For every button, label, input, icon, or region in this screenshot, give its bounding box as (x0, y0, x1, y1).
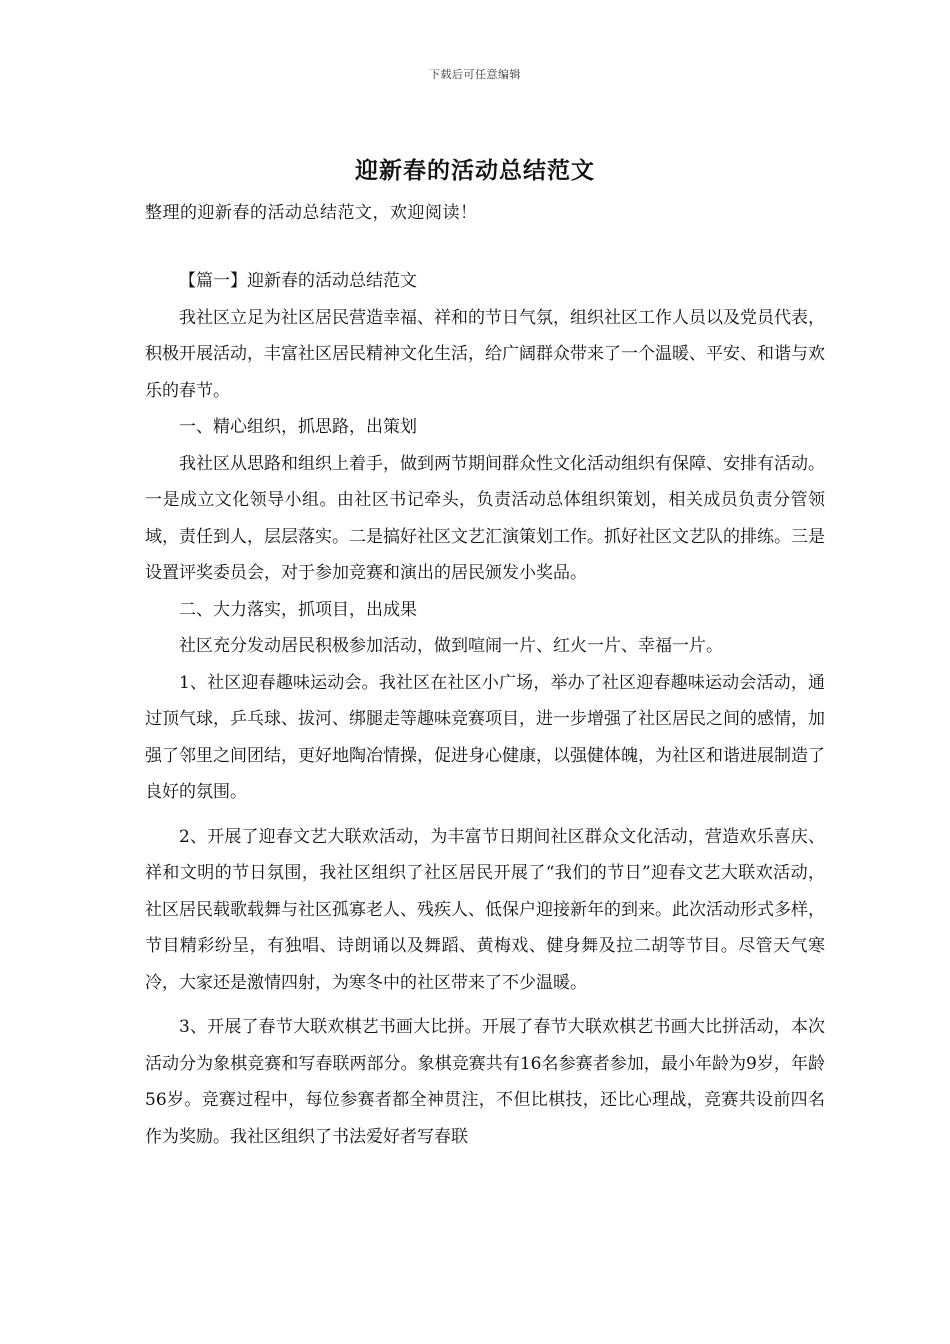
document-title: 迎新春的活动总结范文 (355, 157, 595, 184)
section-heading: 【篇一】迎新春的活动总结范文 (179, 271, 417, 291)
header-note: 下载后可任意编辑 (429, 68, 521, 81)
subheading-one: 一、精心组织，抓思路，出策划 (179, 417, 417, 437)
document-body (145, 263, 825, 1155)
paragraph-opening: 我社区立足为社区居民营造幸福、祥和的节日气氛，组织社区工作人员以及党员代表，积极开展活动，丰富社区居民精神文化生活，给广阔群众带来了一个温暖、平安、和谐与欢乐的春节。 (145, 307, 825, 401)
paragraph-sports-meet: 1、社区迎春趣味运动会。我社区在社区小广场，举办了社区迎春趣味运动会活动，通过顶气球，乒乓球、拔河、绑腿走等趣味竞赛项目，进一步增强了社区居民之间的感情，加强了邻里之间团结，更好地陶冶情操，促进身心健康，以强健体魄，为社区和谐进展制造了良好的氛围。 (145, 672, 825, 802)
subheading-two: 二、大力落实，抓项目，出成果 (179, 599, 417, 620)
paragraph-mobilize: 社区充分发动居民积极参加活动，做到喧闹一片、红火一片、幸福一片。 (179, 636, 723, 656)
paragraph-organization: 我社区从思路和组织上着手，做到两节期间群众性文化活动组织有保障、安排有活动。一是成立文化领导小组。由社区书记牵头，负责活动总体组织策划，相关成员负责分管领域，责任到人，层层落实。二是搞好社区文艺汇演策划工作。抓好社区文艺队的排练。三是设置评奖委员会，对于参加竞赛和演出的居民颁发小奖品。 (145, 453, 825, 583)
intro-line: 整理的迎新春的活动总结范文，欢迎阅读！ (145, 203, 478, 223)
paragraph-chess-calligraphy: 3、开展了春节大联欢棋艺书画大比拼。开展了春节大联欢棋艺书画大比拼活动，本次活动分为象棋竞赛和写春联两部分。象棋竞赛共有16名参赛者参加，最小年龄为9岁，年龄56岁。竞赛过程中，每位参赛者都全神贯注，不但比棋技，还比心理战，竞赛共设前四名作为奖励。我社区组织了书法爱好者写春联 (145, 1017, 825, 1147)
paragraph-arts-gala: 2、开展了迎春文艺大联欢活动，为丰富节日期间社区群众文化活动，营造欢乐喜庆、祥和文明的节日氛围，我社区组织了社区居民开展了“我们的节日”迎春文艺大联欢活动，社区居民载歌载舞与社区孤寡老人、残疾人、低保户迎接新年的到来。此次活动形式多样，节目精彩纷呈，有独唱、诗朗诵以及舞蹈、黄梅戏、健身舞及拉二胡等节目。尽管天气寒冷，大家还是激情四射，为寒冬中的社区带来了不少温暖。 (145, 826, 825, 993)
